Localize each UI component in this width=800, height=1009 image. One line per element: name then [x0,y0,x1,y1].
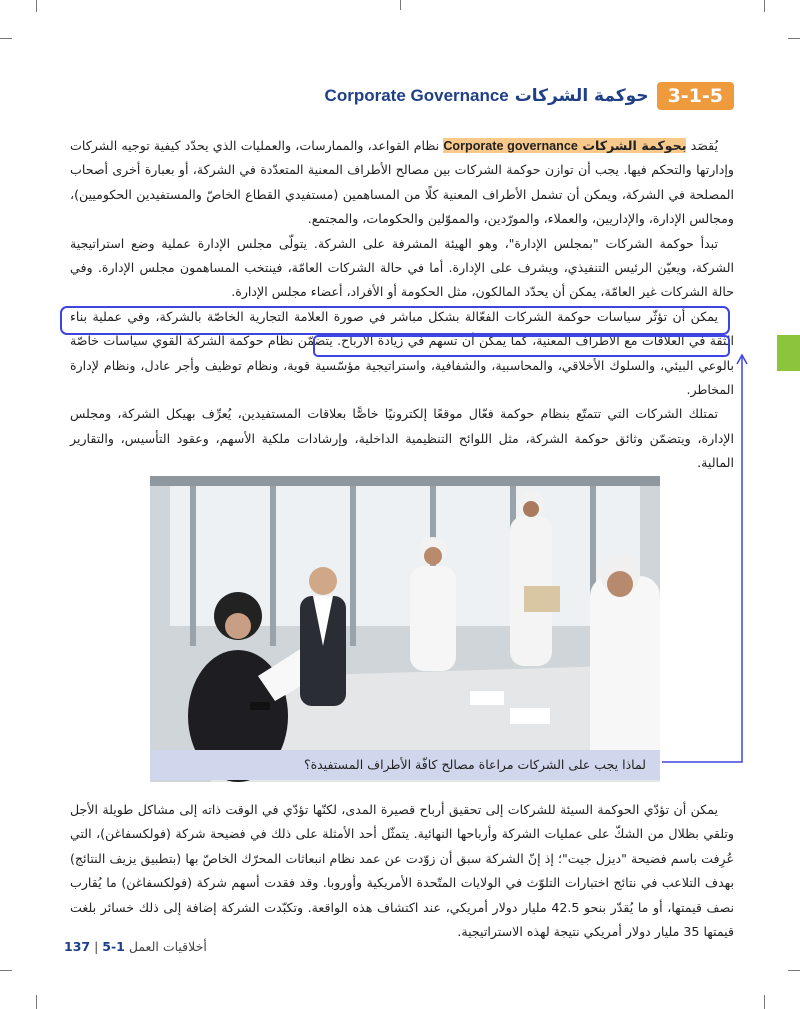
crop-mark [36,995,37,1009]
section-title-english: Corporate Governance [324,86,509,105]
paragraph-volkswagen: يمكن أن تؤدّي الحوكمة السيئة للشركات إلى تحقيق أرباح قصيرة المدى، لكنّها تؤدّي في الوقت ذاته إلى مشاكل طويلة الأجل وتلقي بظلال من الشكّ على عمليات الشركة وأرباحها النهائية. يتمثّل أحد الأمثلة على ذلك في فضيحة شركة (فولكسفاغن)، التي عُرِفت باسم فضيحة "ديزل جيت"؛ إذ إنّ الشركة سبق أن زوّدت عن عمد نظام انبعاثات المحرّك الخاصّ بها (بتطبيق يزيف النتائج) بهدف التلاعب في نتائج اختبارات التلوّث في الولايات المتّحدة الأمريكية وأوروبا. وقد فقدت أسهم شركة (فولكسفاغن) ما يُقارب نصف قيمتها، أو ما يُقدّر بنحو 42.5 مليار دولار أمريكي، عند اكتشاف هذه الواقعة. وتكبّدت الشركة إضافة إلى ذلك خسائر بلغت قيمتها 35 مليار دولار أمريكي نتيجة لهذه الاستراتيجية. [70,802,734,940]
paragraph-board: تبدأ حوكمة الشركات "بمجلس الإدارة"، وهو الهيئة المشرفة على الشركة. يتولّى مجلس الإدارة عملية وضع استراتيجية الشركة، ويعيّن الرئيس التنفيذي، ويشرف على الإدارة. أما في حالة الشركات العامّة، فينتخب المساهمون مجلس الإدارة. وفي حالة الشركات غير العامّة، يمكن أن يحدّد المالكون، مثل الحكومة أو الأفراد، أعضاء مجلس الإدارة. [70,235,734,300]
chapter-side-tab [777,335,800,371]
crop-mark [400,0,401,10]
crop-mark [764,995,765,1009]
page-footer [64,939,207,954]
section-heading [325,82,734,110]
intro-lead: يُقصَد [686,138,718,153]
photo-caption: لماذا يجب على الشركات مراعاة مصالح كافّة الأطراف المستفيدة؟ [150,750,660,780]
body-text-lower [70,798,734,944]
paragraph-website: تمتلك الشركات التي تتمتّع بنظام حوكمة فعّال موقعًا إلكترونيًا خاصًّا بعلاقات المستفيدين، يُعرِّف بهيكل الشركة، ومجلس الإدارة، ويتضمّن وثائق حوكمة الشركة، مثل اللوائح التنظيمية الداخلية، وإرشادات ملكية الأسهم، وعقود التأسيس، والتقارير المالية. [70,406,734,471]
body-text-upper [70,134,734,476]
footer-divider: | [94,939,103,954]
highlighted-term [443,138,686,153]
crop-mark [0,970,12,971]
crop-mark [0,38,12,39]
annotation-box [60,306,730,335]
highlighted-term-english: Corporate governance [443,139,578,153]
section-title [325,86,649,106]
paragraph-intro [70,134,734,232]
section-title-arabic: حوكمة الشركات [514,86,649,106]
chapter-number: 1-5 [102,939,125,954]
chapter-title: أخلاقيات العمل [128,939,207,954]
crop-mark [788,970,800,971]
crop-mark [788,38,800,39]
annotation-box [313,335,730,357]
intro-body: نظام القواعد، والممارسات، والعمليات الذي يحدّد كيفية توجيه الشركات وإدارتها والتحكم فيها. يجب أن توازن حوكمة الشركات بين مصالح الأطراف المعنية المتعدّدة في الشركة، أو بعبارة أخرى أصحاب المصلحة في الشركة، ويمكن أن تشمل الأطراف المعنية كلًا من المساهمين (مستفيدي القطاع الخاصّ والمستفيدين الحكوميين)، ومجالس الإدارة، والإداريين، والعملاء، والمورّدين، والمموّلين والحكومات، والمجتمع. [70,138,734,227]
meeting-photo [150,476,660,782]
paragraph-policies: يمكن أن تؤثّر سياسات حوكمة الشركات الفعّالة بشكل مباشر في صورة العلامة التجارية الخاصّة بالشركة، وفي عملية بناء الثقة في العلاقات مع الأطراف المعنية، كما يمكن أن تسهم في زيادة الأرباح. يتضمّن نظام حوكمة الشركة القوي سياسات خاصّة بالوعي البيئي، والسلوك الأخلاقي، والمحاسبية، والشفافية، واستراتيجية مؤسّسية قوية، ونظام توظيف وأجر عادل، ونظام لإدارة المخاطر. [70,308,734,398]
page-number: 137 [64,939,91,954]
crop-mark [36,0,37,12]
section-number-badge: 3-1-5 [657,82,734,110]
highlighted-term-arabic: بحوكمة الشركات [577,138,687,153]
crop-mark [764,0,765,12]
